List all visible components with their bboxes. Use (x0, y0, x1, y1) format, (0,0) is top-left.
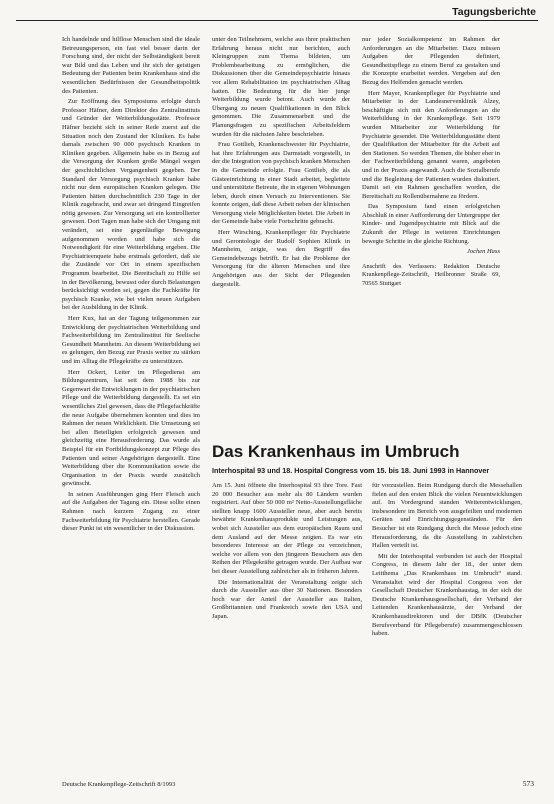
paragraph: Frau Gottlieb, Krankenschwester für Psychiatrie, hat ihre Erfahrungen aus Darmstadt vorgestellt, in der die Integration von psychisch kranken Menschen in die Gemeinde erfolgte. Frau Gottlieb, die als Gästeeinrichtung in einer Stadt arbeitet, begleitete und unterstützte Betreute, die in eigenen Wohnungen leben, durch einen Versuch zu Interventionen. Sie konnte zeigen, daß diese Arbeit neben der klinischen Versorgung viele Möglichkeiten bietet. Die Arbeit in der Gemeinde habe viele Fortschritte gebracht. (212, 141, 350, 226)
paragraph: Herr Kux, hat an der Tagung teilgenommen zur Entwicklung der psychiatrischen Weiterbildung und Fachweiterbildung im Zentralinstitut für Seelische Gesundheit Mannheim. An diesem Weiterbildung sei es gelungen, den Bezug zur Praxis weiter zu stärken und im Alltag die Pflegekräfte zu unterstützen. (62, 315, 200, 365)
paragraph: Herr Wirsching, Krankenpfleger für Psychiatrie und Gerontologie der Rudolf Sophien Klinik in Mannheim, zeigte, was den Begriff des Gemeindebezugs betrifft. Er hat die Probleme der Versorgung für die älteren Menschen und ihre Angehörigen aus der Sicht der Pflegenden dargestellt. (212, 229, 350, 288)
paragraph: In seinen Ausführungen ging Herr Fleisch auch auf die Aufgaben der Tagung ein. Diese sollte einen Rahmen nach kurzem Zugang zu einer Fachweiterbildung für Psychiatrie herstellen. Gerade dieser Punkt ist ein wesentlicher in der Diskussion. (62, 490, 200, 533)
column-4 (212, 482, 362, 762)
paragraph: für vorzustellen. Beim Rundgang durch die Messehallen fielen auf den ersten Blick die vielen Neuentwicklungen auf. Im Vordergrund standen Weiterentwicklungen, insbesondere im Bereich von ausgefeilten und modernen Geräten und Einrichtungsgegenständen. Für den Besucher ist ein Rundgang durch die Messe jedoch eine Herausforderung, da die Ausstellung in zahlreichen Hallen verteilt ist. (372, 482, 522, 550)
paragraph: Herr Mayer, Krankenpfleger für Psychiatrie und Mitarbeiter in der Landesnervenklinik Alzey, beschäftigte sich mit den Anforderungen an die Weiterbildung in der Krankenpflege. Seit 1979 wurden Mitarbeiter zur Weiterbildung für Psychiatrie gesendet. Die Weiterbildungsstätte dient der Qualifikation der Mitarbeiter für die Arbeit auf den Stationen. So werden Themen, die bisher eher in der Fachweiterbildung genannt waren, angeboten und in der Praxis angewandt. Auch die Sozialberufe und die Begleitung der Patienten wurden diskutiert. Damit sei ein Rahmen geschaffen worden, die Bereitschaft zu Rollenübernahme zu fördern. (362, 89, 500, 200)
column-2 (212, 36, 350, 376)
page-header (0, 0, 554, 20)
column-3 (362, 36, 500, 366)
author-signature: Jochen Hass (466, 248, 500, 256)
journal-footer: Deutsche Krankenpflege-Zeitschrift 8/1993 (62, 781, 176, 788)
paragraph: unter den Teilnehmern, welche aus ihrer praktischen Erfahrung heraus nicht nur berichten, auch Kleingruppen zum Thema bildeten, um Problembearbeitung zu ermöglichen, die Diskussionen über die Gemeindepsychiatrie hinaus vor allem Rehabilitation im psychiatrischen Alltag hatten. Die Bedeutung für die hier junge Weiterbildung wurde betont. Auch wurde der Übergang zu neuen Qualifikationen in den Blick genommen. Die Zusammenarbeit und die Planungsfragen zu spezifischen Arbeitsfeldern wurden für die nächsten Jahre beschrieben. (212, 36, 350, 138)
paragraph: Zur Eröffnung des Symposiums erfolgte durch Professor Häfner, dem Direktor des Zentralinstituts und Gründer der Weiterbildungsstätte. Professor Häfner bezieht sich in seiner Rede zuerst auf die Situation noch den Zustand der Kliniken. Es habe damals zwischen 90 000 psychisch Kranken in Kliniken gegeben. Allgemein habe es in Bezug auf die Versorgung der Kranken große Mängel wegen der geschichtlichen Vergangenheit gegeben. Der Standard der Versorgung psychisch Kranker habe nicht nur dem europäischen Kranken gelegen. Die Patienten hätten durchschnittlich 230 Tage in der Klinik zugebracht, und zwar sei dringend Eingreifen nötig gewesen. Zur Versorgung sei ein kontrollierter gewesen. Dort Tagen man habe sich der Umgang mit verändert, sei eine gegenläufige Bewegung aufgenommen worden und habe sich die Notwendigkeit für eine Weiterbildung ergeben. Die Psychiatrieenquete habe erstmals gefordert, daß sie die Zustände vor Ort in einem spezifischen Programm bearbeitet. Die Bereitschaft zu Hilfe sei in der Bevölkerung, bewusst oder durch Belastungen berücksichtigt worden sei, gegen die Fachkräfte für psychisch Kranke, wie bei vielen neuen Aufgaben bei der Ausbildung in der Klinik. (62, 98, 200, 312)
page-number: 573 (522, 779, 534, 788)
article-subtitle: Interhospital 93 und 18. Hospital Congress vom 15. bis 18. Juni 1993 in Hannover (212, 466, 490, 475)
paragraph: Mit der Interhospital verbunden ist auch der Hospital Congress, in diesem Jahr der 18., der unter dem Leitthema „Das Krankenhaus im Umbruch“ stand. Veranstaltet wird der Hospital Congress von der Gesellschaft Deutscher Krankenhaustag, in der sich die Deutsche Krankenhausgesellschaft, der Verband der Leitenden Krankenhausärzte, der Verband der Krankenhausdirektoren und der DBfK (Deutscher Berufsverband für Pflegeberufe) zusammengeschlossen haben. (372, 552, 522, 638)
paragraph: Herr Ockert, Leiter im Pflegedienst am Bildungszentrum, hat seit dem 1988 bis zur Gegenwart die Entwicklungen in der psychiatrischen Pflege und die Weiterbildung dargestellt. Es sei ein wesentliches Ziel gewesen, dass die Pflegefachkräfte die neue Aufgabe übernehmen konnten und dies im Rahmen der neuen Wirklichkeit. Die Umsetzung sei bei allen Beteiligten erfolgreich gewesen und gleichzeitig eine Herausforderung. Das wurde als Beispiel für ein Fortbildungskonzept zur Pflege des Patienten und seiner Angehörigen dargestellt. Eine Weiterbildung über die Kommunikation sowie die Organisation in der Praxis wurde zusätzlich gewünscht. (62, 368, 200, 488)
column-5 (372, 482, 522, 762)
paragraph: Das Symposium fand einen erfolgreichen Abschluß in einer Aufforderung der Untergruppe der Kinder- und Jugendpsychiatrie mit Blick auf die Zukunft der Pflege in weiteren Einrichtungen bewegte Schritte in die gleiche Richtung. (362, 203, 500, 245)
paragraph: Ich handelnde und hilflose Menschen sind die ideale Betreuungsperson, ein fast viel besser darin der Forschung sind, der nicht der Selbständigkeit bereit war Bild und das Leben und ihr sich der geistigen Bedeutung der Patienten beim Krankenhaus sind die wesentlichen Bedürfnissen der Gesundheitspolitik des Patienten. (62, 36, 200, 95)
author-address-note: Anschrift des Verfassers: Redaktion Deutsche Krankenpflege-Zeitschrift, Heilbronner Straße 69, 70565 Stuttgart (362, 262, 500, 288)
column-1 (62, 36, 200, 756)
paragraph: nur jeder Sozialkompetenz im Rahmen der Anforderungen an die Mitarbeiter. Dazu müssen Aufgaben der Pflegenden definiert, Gesundheitspflege zu einem Beruf zu gestalten und die Konzepte erarbeitet werden. Vergeben auf den Bezug des Helfenden gemacht werden. (362, 36, 500, 86)
section-tag: Tagungsberichte (452, 6, 536, 18)
paragraph: Die Internationalität der Veranstaltung zeigte sich durch die Aussteller aus über 30 Nationen. Besonders hoch war der Anteil der Aussteller aus Italien, Großbritannien und Frankreich sowie den USA und Japan. (212, 578, 362, 620)
article-title: Das Krankenhaus im Umbruch (212, 442, 460, 461)
header-rule (16, 20, 538, 21)
paragraph: Am 15. Juni öffnete die Interhospital 93 ihre Tore. Fast 20 000 Besucher aus mehr als 80 Ländern wurden registriert. Auf über 50 000 m² Netto-Ausstellungsfläche stellten knapp 1600 Aussteller neue, aber auch bereits bewährte Krankenhausprodukte und Leistungen aus, wobei sich Aussteller aus dem europäischen Raum und dem Ausland auf der Messe zeigten. Es war ein besonderes Interesse an der Pflege zu verzeichnen, welche vor allem von den jüngeren Besuchern aus den Reihen der Pflegekräfte getragen wurde. Der Aufbau war bei dieser Ausstellung zahlreicher als in früheren Jahren. (212, 482, 362, 575)
